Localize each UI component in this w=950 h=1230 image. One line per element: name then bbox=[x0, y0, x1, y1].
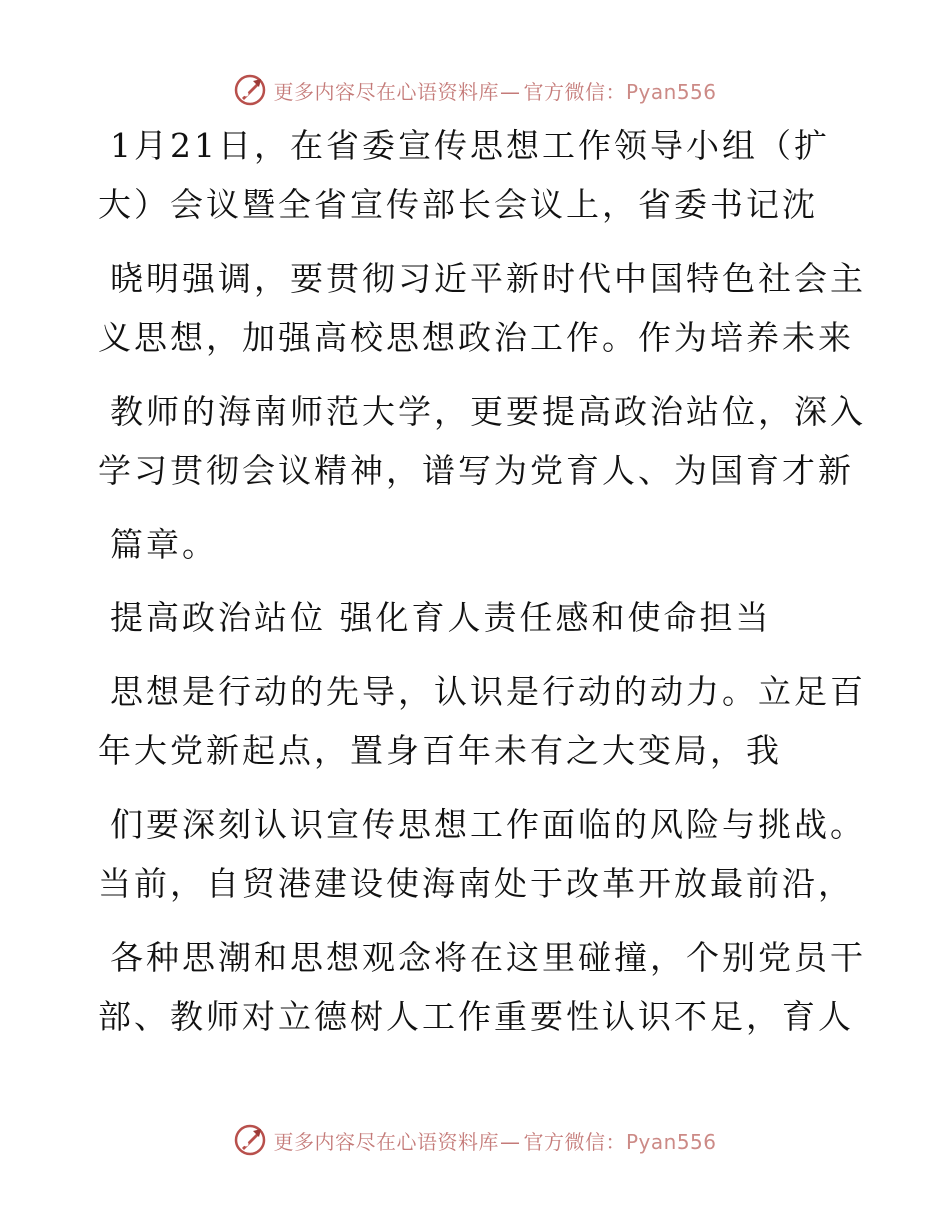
text-line: 1月21日，在省委宣传思想工作领导小组（扩 bbox=[110, 126, 830, 165]
banner-site-label: 更多内容尽在心语资料库 bbox=[273, 79, 499, 104]
text-line: 学习贯彻会议精神，谱写为党育人、为国育才新 bbox=[98, 451, 854, 490]
text-line: 思想是行动的先导，认识是行动的动力。立足百 bbox=[110, 672, 866, 711]
banner-wechat-handle: Pyan556 bbox=[625, 79, 717, 104]
banner-wechat-handle: Pyan556 bbox=[625, 1129, 717, 1154]
banner-text bbox=[273, 1126, 716, 1155]
text-line: 大）会议暨全省宣传部长会议上，省委书记沈 bbox=[98, 185, 818, 224]
text-line: 部、教师对立德树人工作重要性认识不足，育人 bbox=[98, 997, 854, 1036]
footer-banner bbox=[0, 1120, 950, 1160]
banner-wechat-label: 官方微信： bbox=[523, 1129, 626, 1154]
banner-dash: — bbox=[499, 79, 521, 104]
text-line: 篇章。 bbox=[110, 525, 218, 564]
text-line: 年大党新起点，置身百年未有之大变局，我 bbox=[98, 731, 782, 770]
section-heading: 提高政治站位 强化育人责任感和使命担当 bbox=[110, 598, 772, 637]
text-line: 各种思潮和思想观念将在这里碰撞，个别党员干 bbox=[110, 938, 866, 977]
text-line: 们要深刻认识宣传思想工作面临的风险与挑战。 bbox=[110, 805, 866, 844]
text-line: 教师的海南师范大学，更要提高政治站位，深入 bbox=[110, 392, 866, 431]
text-line: 晓明强调，要贯彻习近平新时代中国特色社会主 bbox=[110, 259, 866, 298]
banner-dash: — bbox=[499, 1129, 521, 1154]
banner-site-label: 更多内容尽在心语资料库 bbox=[273, 1129, 499, 1154]
text-line: 当前，自贸港建设使海南处于改革开放最前沿， bbox=[98, 864, 854, 903]
banner-wechat-label: 官方微信： bbox=[523, 79, 626, 104]
text-line: 义思想，加强高校思想政治工作。作为培养未来 bbox=[98, 318, 854, 357]
quill-logo-icon bbox=[233, 1123, 267, 1157]
